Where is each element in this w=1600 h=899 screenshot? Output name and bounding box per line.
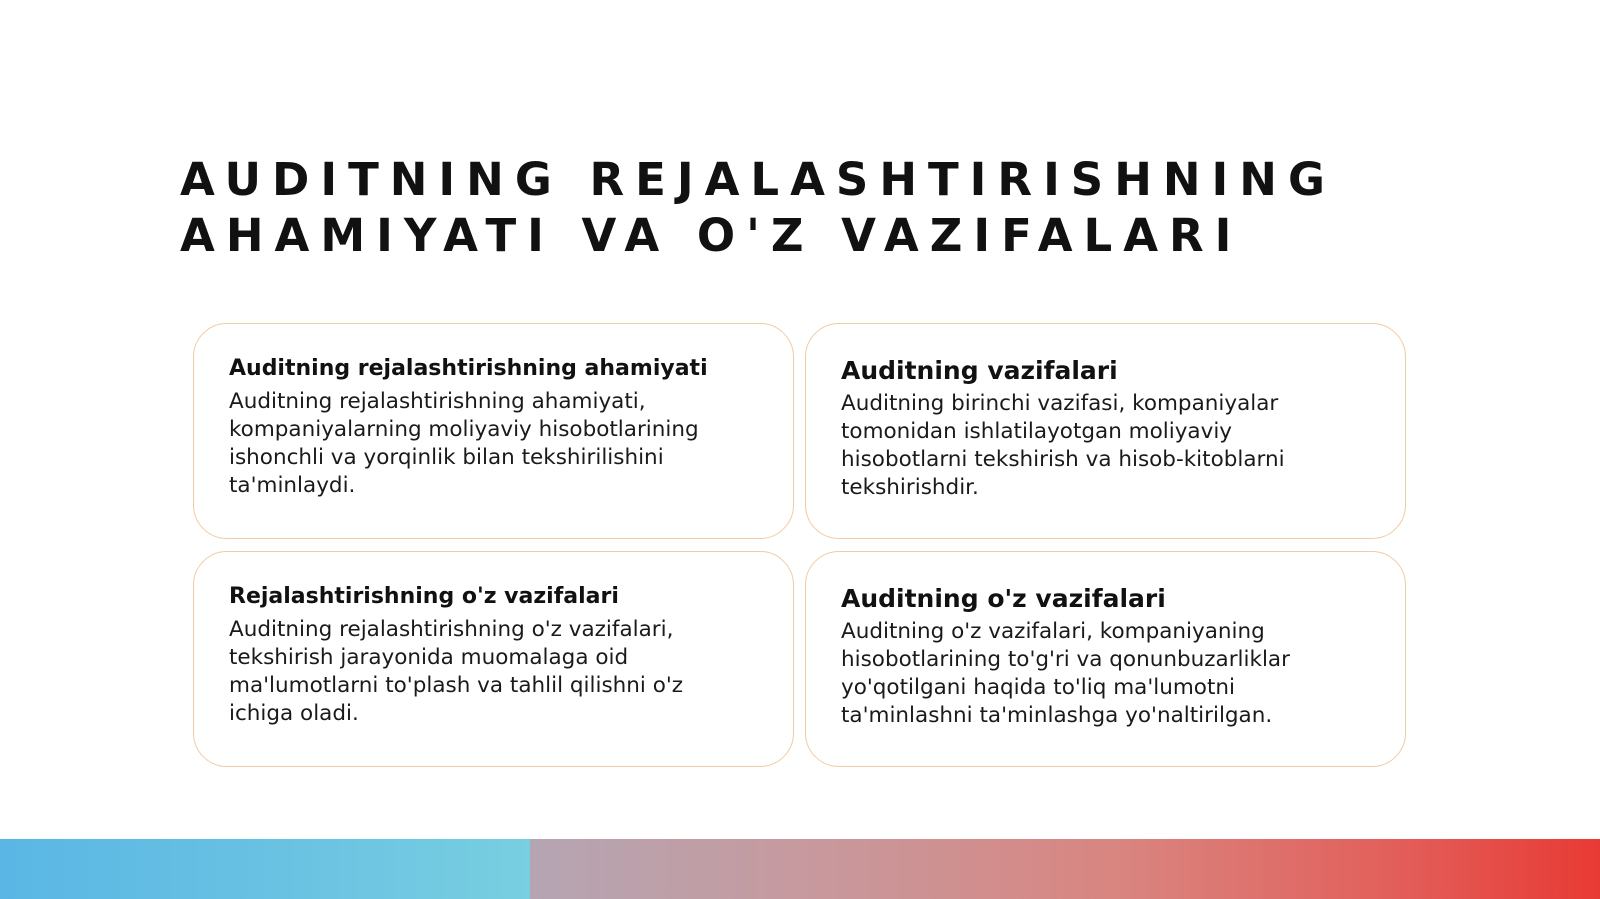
card-heading: Rejalashtirishning o'z vazifalari	[229, 584, 619, 609]
card-text-line: Auditning rejalashtirishning o'z vazifalari,	[229, 617, 674, 642]
footer-bar-blue-segment	[0, 839, 530, 899]
slide-title-line-1: AUDITNING REJALASHTIRISHNING	[180, 153, 1336, 206]
card-text-line: kompaniyalarning moliyaviy hisobotlarining	[229, 417, 699, 442]
card-text-line: ma'lumotlarni to'plash va tahlil qilishni o'z	[229, 673, 684, 698]
card-text	[229, 616, 763, 728]
footer-bar-red-segment	[530, 839, 1600, 899]
card-text	[229, 388, 763, 500]
card-text-line: hisobotlarining to'g'ri va qonunbuzarliklar	[841, 647, 1290, 672]
card-text-line: Auditning rejalashtirishning ahamiyati,	[229, 389, 646, 414]
card-text-line: ta'minlaydi.	[229, 473, 356, 498]
card-text-line: tekshirish jarayonida muomalaga oid	[229, 645, 629, 670]
card-text-line: Auditning o'z vazifalari, kompaniyaning	[841, 619, 1265, 644]
card-heading: Auditning o'z vazifalari	[841, 584, 1166, 613]
card-heading: Auditning vazifalari	[841, 356, 1118, 385]
card-text-line: ta'minlashni ta'minlashga yo'naltirilgan.	[841, 703, 1273, 728]
card-text	[841, 618, 1375, 730]
card-text-line: tomonidan ishlatilayotgan moliyaviy	[841, 419, 1233, 444]
card-text-line: Auditning birinchi vazifasi, kompaniyalar	[841, 391, 1279, 416]
slide-title-line-2: AHAMIYATI VA O'Z VAZIFALARI	[180, 209, 1243, 262]
card-text-line: ishonchli va yorqinlik bilan tekshirilishini	[229, 445, 664, 470]
card-text-line: tekshirishdir.	[841, 475, 979, 500]
card-auditning-oz-vazifalari	[805, 551, 1406, 767]
card-text	[841, 390, 1375, 502]
card-auditning-vazifalari	[805, 323, 1406, 539]
slide-title	[180, 152, 1480, 264]
card-heading: Auditning rejalashtirishning ahamiyati	[229, 356, 708, 381]
card-text-line: yo'qotilgani haqida to'liq ma'lumotni	[841, 675, 1235, 700]
card-rejalashtirish-vazifalari	[193, 551, 794, 767]
card-text-line: hisobotlarni tekshirish va hisob-kitoblarni	[841, 447, 1285, 472]
footer-gradient-bar	[0, 839, 1600, 899]
card-rejalashtirish-ahamiyati	[193, 323, 794, 539]
card-text-line: ichiga oladi.	[229, 701, 359, 726]
